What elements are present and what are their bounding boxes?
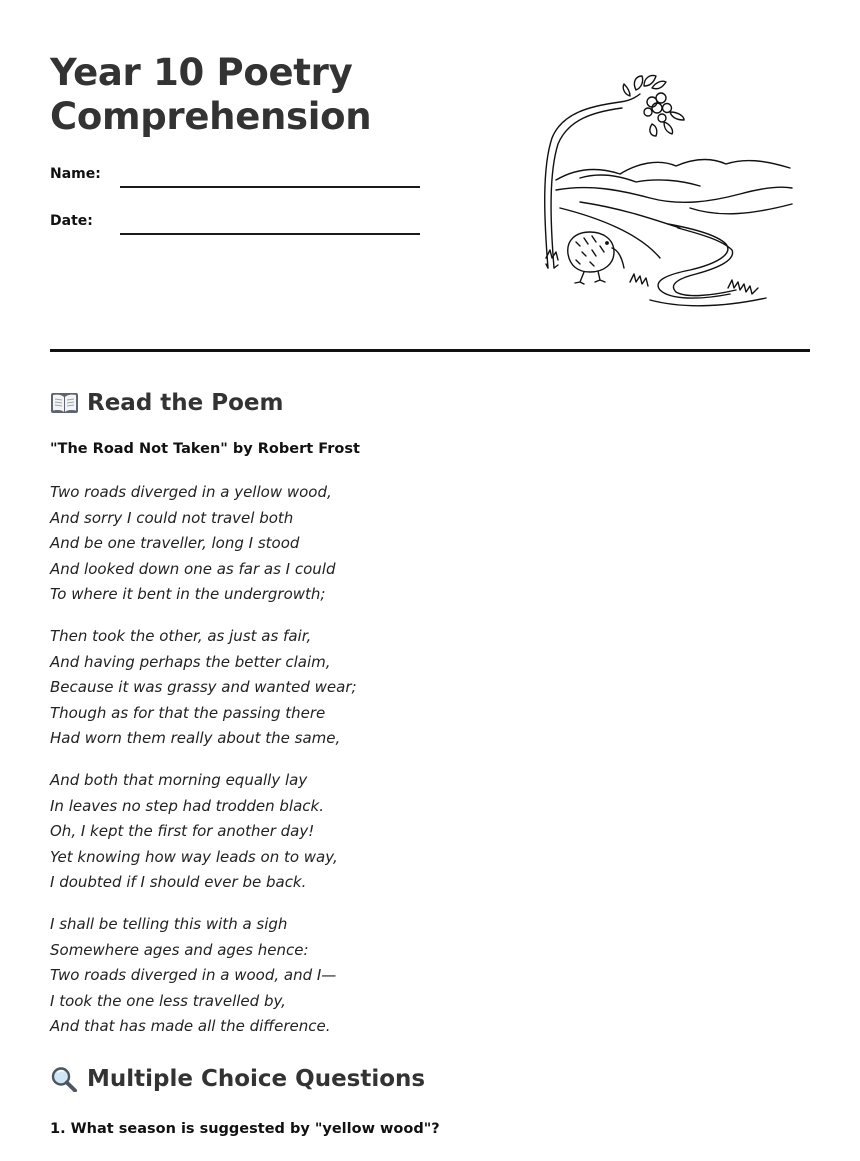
poem-line: Because it was grassy and wanted wear; (50, 678, 357, 697)
poem-line: Had worn them really about the same, (50, 729, 341, 748)
poem-title: "The Road Not Taken" by Robert Frost (50, 441, 360, 457)
date-field-line[interactable] (120, 233, 420, 235)
mcq-section-heading-text: Multiple Choice Questions (87, 1066, 426, 1092)
read-section-heading (50, 390, 284, 416)
name-field-line[interactable] (120, 186, 420, 188)
poem-line: Then took the other, as just as fair, (50, 627, 312, 645)
poem-line: Two roads diverged in a wood, and I— (50, 966, 337, 985)
poem-line: To where it bent in the undergrowth; (50, 585, 326, 604)
worksheet-title (50, 51, 371, 139)
poem-line: And looked down one as far as I could (50, 559, 336, 578)
poem-line: Yet knowing how way leads on to way, (50, 847, 338, 866)
poem-line: I doubted if I should ever be back. (50, 873, 307, 892)
poem-line: And sorry I could not travel both (50, 508, 294, 527)
poem-line: And that has made all the difference. (50, 1017, 331, 1036)
poem-stanza-2 (50, 624, 357, 752)
poem-line: Though as for that the passing there (50, 703, 326, 722)
poem-stanza-1 (50, 480, 335, 608)
poem-line: I shall be telling this with a sigh (50, 915, 288, 933)
poem-line: I took the one less travelled by, (50, 991, 286, 1010)
name-label: Name: (50, 166, 101, 182)
poem-stanza-4 (50, 912, 336, 1040)
poem-line: In leaves no step had trodden black. (50, 796, 324, 815)
kiwi-landscape-illustration (540, 68, 800, 318)
header-divider (50, 349, 810, 352)
read-section-heading-text: Read the Poem (87, 390, 284, 416)
poem-line: Two roads diverged in a yellow wood, (50, 483, 332, 501)
poem-line: And both that morning equally lay (50, 771, 308, 789)
title-line-1: Year 10 Poetry (50, 51, 353, 94)
poem-line: And be one traveller, long I stood (50, 534, 300, 553)
poem-line: Oh, I kept the first for another day! (50, 822, 315, 841)
title-line-2: Comprehension (50, 95, 372, 138)
date-label: Date: (50, 213, 93, 229)
poem-line: And having perhaps the better claim, (50, 652, 331, 671)
open-book-icon (50, 390, 79, 416)
poem-line: Somewhere ages and ages hence: (50, 940, 309, 959)
question-1-text: 1. What season is suggested by "yellow wood"? (50, 1121, 440, 1137)
magnifier-icon (50, 1066, 79, 1092)
poem-stanza-3 (50, 768, 338, 896)
mcq-section-heading (50, 1066, 425, 1092)
